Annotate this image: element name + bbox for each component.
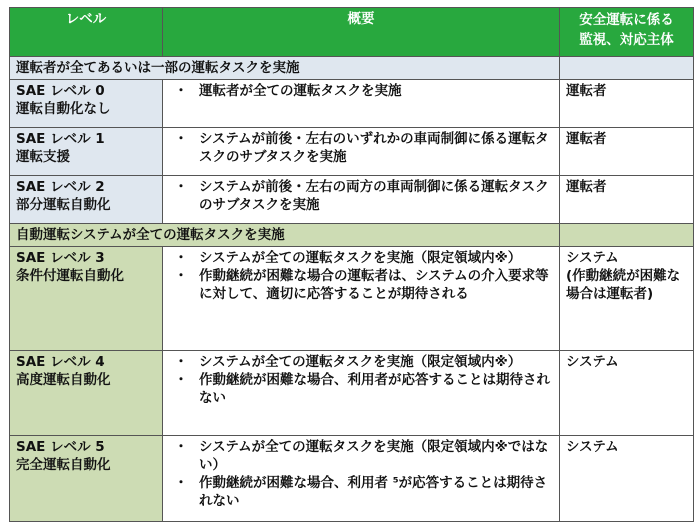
bullet-text: 作動継続が困難な場合、利用者が応答することは期待されない: [199, 372, 550, 406]
bullet-text: システムが前後・左右のいずれかの車両制御に係る運転タスクのサブタスクを実施: [199, 131, 549, 165]
level-label: SAE レベル 1: [16, 131, 105, 147]
level-label: SAE レベル 2: [16, 179, 105, 195]
table-row: [10, 80, 694, 128]
list-item: [169, 130, 553, 166]
sae-levels-table: [9, 7, 694, 522]
responsible-cell: 運転者: [560, 128, 694, 176]
bullet-text: システムが全ての運転タスクを実施（限定領域内※ではない）: [199, 439, 549, 473]
level-cell: [10, 176, 163, 224]
level-cell: [10, 436, 163, 522]
section-label-auto: 自動運転システムが全ての運転タスクを実施: [10, 224, 560, 247]
list-item: [169, 249, 553, 267]
responsible-cell: システム: [560, 351, 694, 436]
table-row: [10, 128, 694, 176]
section-row-human: [10, 57, 694, 80]
table-header-row: [10, 8, 694, 57]
bullet-dot: ・: [174, 372, 188, 388]
level-cell: [10, 80, 163, 128]
level-label: SAE レベル 4: [16, 354, 105, 370]
bullet-text: 作動継続が困難な場合、利用者 ⁵が応答することは期待されない: [199, 475, 548, 509]
summary-cell: [163, 436, 560, 522]
level-name: 運転自動化なし: [16, 101, 111, 117]
bullet-text: 作動継続が困難な場合の運転者は、システムの介入要求等に対して、適切に応答することが期待される: [199, 268, 549, 302]
section-blank-auto: [560, 224, 694, 247]
list-item: [169, 82, 553, 100]
header-level: レベル: [10, 8, 163, 57]
summary-cell: [163, 247, 560, 351]
bullet-text: システムが前後・左右の両方の車両制御に係る運転タスクのサブタスクを実施: [199, 179, 549, 213]
bullet-text: 運転者が全ての運転タスクを実施: [199, 83, 402, 99]
summary-cell: [163, 128, 560, 176]
responsible-cell: システム: [560, 436, 694, 522]
level-cell: [10, 351, 163, 436]
table-row: [10, 436, 694, 522]
list-item: [169, 438, 553, 474]
level-name: 高度運転自動化: [16, 372, 111, 388]
header-summary: 概要: [163, 8, 560, 57]
level-name: 運転支援: [16, 149, 70, 165]
level-cell: [10, 247, 163, 351]
summary-cell: [163, 351, 560, 436]
header-responsibility: 安全運転に係る 監視、対応主体: [560, 8, 694, 57]
bullet-dot: ・: [174, 131, 188, 147]
bullet-dot: ・: [174, 475, 188, 491]
list-item: [169, 178, 553, 214]
bullet-dot: ・: [174, 250, 188, 266]
summary-cell: [163, 176, 560, 224]
responsible-cell: システム (作動継続が困難な場合は運転者): [560, 247, 694, 351]
list-item: [169, 371, 553, 407]
responsible-cell: 運転者: [560, 80, 694, 128]
level-label: SAE レベル 5: [16, 439, 105, 455]
level-name: 部分運転自動化: [16, 197, 111, 213]
level-name: 条件付運転自動化: [16, 268, 124, 284]
level-name: 完全運転自動化: [16, 457, 111, 473]
responsible-cell: 運転者: [560, 176, 694, 224]
bullet-text: システムが全ての運転タスクを実施（限定領域内※）: [199, 354, 522, 370]
bullet-dot: ・: [174, 179, 188, 195]
bullet-dot: ・: [174, 268, 188, 284]
table-row: [10, 351, 694, 436]
bullet-dot: ・: [174, 83, 188, 99]
table-row: [10, 176, 694, 224]
table-row: [10, 247, 694, 351]
section-row-auto: [10, 224, 694, 247]
summary-cell: [163, 80, 560, 128]
section-label-human: 運転者が全てあるいは一部の運転タスクを実施: [10, 57, 560, 80]
list-item: [169, 353, 553, 371]
level-label: SAE レベル 3: [16, 250, 105, 266]
level-label: SAE レベル 0: [16, 83, 105, 99]
list-item: [169, 267, 553, 303]
bullet-dot: ・: [174, 439, 188, 455]
level-cell: [10, 128, 163, 176]
bullet-text: システムが全ての運転タスクを実施（限定領域内※）: [199, 250, 522, 266]
bullet-dot: ・: [174, 354, 188, 370]
list-item: [169, 474, 553, 510]
section-blank-human: [560, 57, 694, 80]
